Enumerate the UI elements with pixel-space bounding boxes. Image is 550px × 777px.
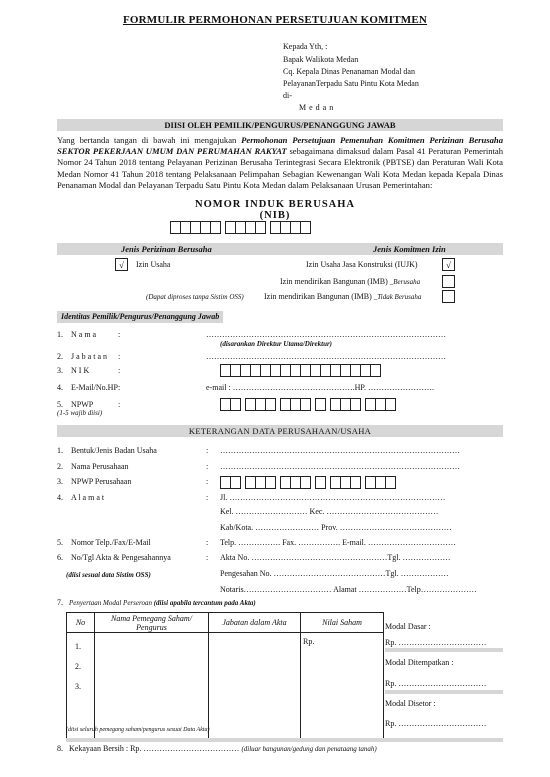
iujk-label: Izin Usaha Jasa Konstruksi (IUJK) (306, 260, 418, 269)
row-number: 4. (57, 493, 63, 502)
section-fill-label: DIISI OLEH PEMILIK/PENGURUS/PENANGGUNG JAWAB (164, 120, 396, 130)
wealth-field[interactable]: Kekayaan Bersih : Rp. ……………………………… (diluar bangunan/gedung dan penataang tanah) (69, 744, 377, 753)
izin-usaha-label: Izin Usaha (136, 260, 171, 269)
izin-usaha-checkbox[interactable]: √ (115, 258, 128, 271)
modal-ditempatkan-value[interactable]: Rp. …………………………… (385, 679, 487, 688)
shareholder-table (66, 612, 384, 741)
address-line: Cq. Kepala Dinas Penanaman Modal dan (283, 67, 415, 76)
modal-disetor-value[interactable]: Rp. …………………………… (385, 719, 487, 728)
row-label: NPWP (71, 400, 94, 409)
col-no: No (67, 613, 95, 633)
row-label: Bentuk/Jenis Badan Usaha (71, 446, 157, 455)
wealth-note: (diluar bangunan/gedung dan penataang tanah) (241, 745, 377, 753)
row-number: 2. (57, 462, 63, 471)
row-colon: : (206, 446, 209, 455)
modal-ditempatkan-label: Modal Ditempatkan : (385, 658, 454, 667)
row-label: NPWP Perusahaan (71, 477, 132, 486)
row-no: 2. (75, 662, 81, 671)
row-value-field[interactable]: ……………………………………………………………………………… (220, 446, 460, 455)
intro-paragraph (57, 135, 503, 191)
digit-box[interactable] (300, 221, 311, 234)
row-colon: : (118, 352, 121, 361)
row-number: 1. (57, 330, 63, 339)
address-line: di- (283, 91, 292, 100)
imb-tidak-berusaha-checkbox[interactable] (442, 290, 455, 303)
row-colon: : (118, 366, 121, 375)
col-jabatan: Jabatan dalam Akta (209, 613, 301, 633)
address-line: Kepada Yth, : (283, 42, 328, 51)
left-permit-header: Jenis Perizinan Berusaha (121, 244, 212, 254)
name-note: (disarankan Direktur Utama/Direktur) (220, 340, 333, 348)
oss-note: (Dapat diproses tanpa Sistim OSS) (146, 293, 244, 301)
row-number: 5. (57, 538, 63, 547)
row-number: 3. (57, 477, 63, 486)
npwp-boxes[interactable] (220, 398, 395, 411)
right-permit-header: Jenis Komitmen Izin (373, 244, 446, 254)
row-no: 1. (75, 642, 81, 651)
identity-header: Identitas Pemilik/Pengurus/Penanggung Jawab (57, 311, 223, 323)
row-numbers (67, 633, 95, 741)
modal-disetor-label: Modal Disetor : (385, 699, 436, 708)
row-label: A l a m a t (71, 493, 105, 502)
section-band (57, 119, 503, 131)
row-colon: : (118, 400, 121, 409)
row-colon: : (118, 330, 121, 339)
address-city: M e d a n (299, 103, 334, 112)
row-label: No/Tgl Akta & Pengesahannya (71, 553, 171, 562)
nib-subtitle: (NIB) (259, 210, 291, 221)
company-header-band (57, 425, 503, 437)
row-colon: : (206, 477, 209, 486)
divider (385, 690, 503, 694)
row-label: N I K (71, 366, 90, 375)
modal-dasar-label: Modal Dasar : (385, 622, 431, 631)
capital-label: Penyertaan Modal Perseroan (diisi apabila tercantum pada Akta) (69, 599, 256, 607)
notaris-field[interactable]: Notaris…………………………… Alamat ………………Telp………………… (220, 585, 477, 594)
capital-label-note: (diisi apabila tercantum pada Akta) (153, 599, 256, 607)
kel-kec-field[interactable]: Kel. ……………………… Kec. …………………………………… (220, 507, 439, 516)
imb-berusaha-checkbox[interactable] (442, 275, 455, 288)
permit-header-band (57, 243, 503, 255)
form-title: FORMULIR PERMOHONAN PERSETUJUAN KOMITMEN (122, 14, 428, 26)
row-label: E-Mail/No.HP (71, 383, 118, 392)
row-colon: : (206, 538, 209, 547)
row-value-field[interactable]: ……………………………………………………………………………… (206, 330, 446, 339)
intro-text: Yang bertanda tangan di bawah ini mengajukan (57, 135, 242, 145)
npwp-note: (1-5 wajib diisi) (57, 409, 103, 417)
row-colon: : (206, 493, 209, 502)
akta-note: (diisi sesuai data Sistim OSS) (66, 571, 151, 579)
col-nilai: Nilai Saham (301, 613, 384, 633)
table-note: (diisi seluruh pemegang saham/pengurus sesuai Data Akta) (66, 727, 210, 733)
divider (385, 648, 503, 652)
nib-boxes[interactable] (170, 221, 310, 234)
digit-box[interactable] (385, 398, 396, 411)
capital-num: 7. (57, 598, 63, 607)
npwp-company-boxes[interactable] (220, 476, 395, 489)
nib-title: NOMOR INDUK BERUSAHA (194, 199, 355, 210)
row-value-field[interactable]: ……………………………………………………………………………… (206, 352, 446, 361)
row-label: Nama Perusahaan (71, 462, 129, 471)
row-number: 5. (57, 400, 63, 409)
pengesahan-field[interactable]: Pengesahan No. ……………………………………Tgl. ……………… (220, 569, 449, 578)
row-no: 3. (75, 682, 81, 691)
row-number: 1. (57, 446, 63, 455)
nik-boxes[interactable] (220, 364, 380, 377)
row-value-field[interactable]: Jl. ……………………………………………………………………… (220, 493, 446, 502)
intro-emphasis: Permohonan Persetujuan Pemenuhan Komitmen Perizinan Berusaha SEKTOR PEKERJAAN UMUM DAN PERUMAHAN RAKYAT (57, 135, 504, 157)
row-value-field[interactable]: e-mail : ……………………………………….HP. ……………………. (206, 383, 434, 392)
table-row[interactable] (67, 633, 384, 741)
modal-dasar-value[interactable]: Rp. …………………………… (385, 638, 487, 647)
digit-box[interactable] (370, 364, 381, 377)
row-nilai-cell[interactable]: Rp. (301, 633, 384, 741)
imb-berusaha-note: _Berusaha (389, 278, 421, 286)
row-colon: : (118, 383, 121, 392)
address-line: PelayananTerpadu Satu Pintu Kota Medan (283, 79, 419, 88)
wealth-num: 8. (57, 744, 63, 753)
row-label: N a m a (71, 330, 97, 339)
iujk-checkbox[interactable]: √ (442, 258, 455, 271)
kab-prov-field[interactable]: Kab/Kota. …………………… Prov. …………………………………… (220, 523, 452, 532)
col-nama: Nama Pemegang Saham/ Pengurus (95, 613, 209, 633)
imb-tidak-berusaha-note: _Tidak Berusaha (373, 293, 422, 301)
imb-tidak-berusaha-label: Izin mendirikan Bangunan (IMB) _Tidak Berusaha (264, 292, 422, 301)
row-number: 3. (57, 366, 63, 375)
row-value-field[interactable]: Akta No. ……………………………………………Tgl. ……………… (220, 553, 451, 562)
row-number: 4. (57, 383, 63, 392)
company-header: KETERANGAN DATA PERUSAHAAN/USAHA (188, 426, 372, 436)
row-colon: : (206, 462, 209, 471)
row-value-field[interactable]: Telp. ……………. Fax. ……………. E-mail. …………………………… (220, 538, 456, 547)
row-jabatan-cell[interactable] (209, 633, 301, 741)
row-nama-cell[interactable] (95, 633, 209, 741)
row-label: J a b a t a n (71, 352, 107, 361)
row-value-field[interactable]: ……………………………………………………………………………… (220, 462, 460, 471)
divider (66, 738, 503, 742)
row-colon: : (206, 553, 209, 562)
digit-box[interactable] (385, 476, 396, 489)
imb-berusaha-label: Izin mendirikan Bangunan (IMB) _Berusaha (280, 277, 421, 286)
address-line: Bapak Walikota Medan (283, 55, 359, 64)
row-number: 2. (57, 352, 63, 361)
row-label: Nomor Telp./Fax/E-Mail (71, 538, 151, 547)
intro-text: sebagaimana dimaksud dalam Pasal 41 Peraturan Pemerintah Nomor 24 Tahun 2018 tentang Pelayanan Perizinan Berusaha Terintegrasi Secara Elektronik (PBTSE) dan Peraturan Wali Kota Medan Nomor 41 Tahun 2018 tentang Pelaksanaan Pelimpahan Sebagian Kewenangan Wali Kota Medan kepada Kepala Dinas Penanaman Modal dan Pelayanan Terpadu Satu Pintu Kota Medan dalam Pelaksanaan Urusan Pemerintahan: (57, 146, 504, 190)
row-number: 6. (57, 553, 63, 562)
